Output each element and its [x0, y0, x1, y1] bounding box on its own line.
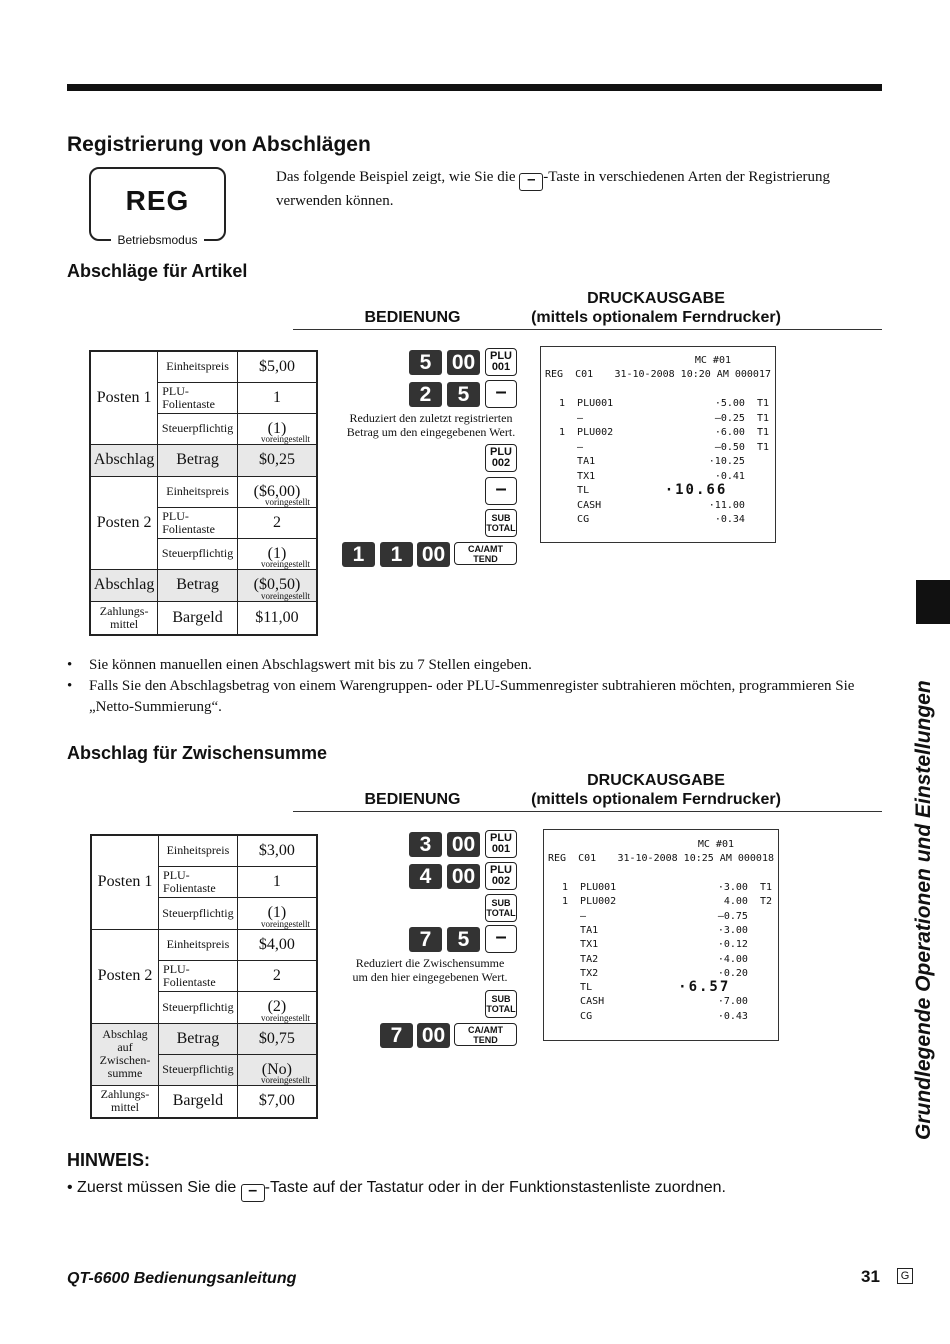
payment-label: Zahlungs- mittel — [90, 601, 158, 635]
plu-key-label: PLU- Folientaste — [159, 866, 238, 897]
key-note: Reduziert die Zwischensumme um den hier eingegebenen Wert. — [352, 956, 508, 984]
receipt-line — [544, 996, 778, 1010]
receipt-line-amount: –0.75 — [717, 910, 772, 922]
receipt-line-amount: ·0.12 — [717, 939, 772, 951]
receipt-datetime: 31-10-2008 10:20 AM 000017 — [614, 369, 771, 380]
receipt-line — [544, 1011, 778, 1025]
key-3: 3 — [409, 832, 442, 857]
item1-label: Posten 1 — [91, 835, 159, 929]
item2-label: Posten 2 — [90, 476, 158, 569]
hint-heading: HINWEIS: — [67, 1150, 150, 1170]
receipt-mode: REG C01 — [545, 369, 594, 380]
taxable-value — [237, 897, 317, 929]
bullet-list — [67, 655, 857, 718]
receipt-line-amount: ·6.00 T1 — [714, 427, 769, 438]
print-head-2: (mittels optionalem Ferndrucker) — [531, 791, 781, 808]
unit-price-label: Einheitspreis — [158, 351, 238, 382]
unit-price-value: $5,00 — [237, 351, 317, 382]
discount2-label: Abschlag — [90, 569, 158, 601]
key-1: 1 — [342, 542, 375, 567]
receipt-line-label: 1 PLU002 — [562, 896, 617, 908]
receipt-line-amount: –0.25 T1 — [714, 412, 769, 424]
receipt-line — [541, 514, 775, 528]
receipt-line-amount: ·4.00 — [717, 953, 772, 965]
section2-table — [90, 834, 318, 1119]
taxable-value — [237, 413, 317, 444]
taxable-value-text: (1) — [267, 904, 287, 921]
plu-key-label: PLU- Folientaste — [159, 960, 238, 991]
key-1: 1 — [380, 542, 413, 567]
cash-amt-tend-key: CA/AMT TEND — [454, 542, 517, 565]
discount1-value: $0,25 — [237, 444, 317, 476]
mode-box — [89, 167, 226, 247]
intro-before: Das folgende Beispiel zeigt, wie Sie die — [276, 169, 520, 185]
receipt-line-label: TX2 — [562, 967, 599, 979]
payment-value: $7,00 — [237, 1085, 317, 1118]
taxable-value-text: (No) — [261, 1060, 293, 1078]
receipt-line-label: TA1 — [559, 456, 596, 467]
key-00: 00 — [447, 832, 480, 857]
receipt-line — [544, 911, 778, 925]
key-7: 7 — [409, 927, 442, 952]
taxable-value-text: (1) — [267, 419, 287, 437]
receipt-line-label: – — [559, 441, 584, 453]
plu-key-label: PLU- Folientaste — [158, 382, 238, 413]
item1-label: Posten 1 — [90, 351, 158, 444]
receipt-line-label: TX1 — [562, 939, 599, 951]
taxable-value — [237, 538, 317, 569]
key-00: 00 — [417, 542, 450, 567]
mode-caption: Betriebsmodus — [111, 233, 204, 247]
key-00: 00 — [417, 1023, 450, 1048]
receipt-line-amount: ·3.00 T1 — [717, 882, 772, 893]
section1-table — [89, 350, 318, 636]
taxable-value-text: (2) — [267, 998, 287, 1015]
payment-label: Zahlungs- mittel — [91, 1085, 159, 1118]
page-title: Registrierung von Abschlägen — [67, 133, 371, 156]
taxable-label: Steuerpflichtig — [159, 991, 238, 1023]
receipt-line-amount: ·11.00 — [708, 499, 769, 511]
receipt-line-amount: ·0.20 — [717, 967, 772, 979]
plu-key-value: 1 — [237, 866, 317, 897]
receipt-line-amount: ·0.34 — [714, 514, 769, 525]
hint-before: • Zuerst müssen Sie die — [67, 1179, 241, 1196]
receipt-line — [544, 939, 778, 953]
receipt-line-amount: ·10.66 — [664, 482, 769, 498]
payment-type: Bargeld — [158, 601, 238, 635]
minus-key-icon: – — [519, 173, 543, 191]
receipt-line-label: TX1 — [559, 470, 596, 482]
plu-key-label: PLU- Folientaste — [158, 507, 238, 538]
receipt-line-amount: –0.50 T1 — [714, 441, 769, 453]
receipt-line-amount: ·5.00 T1 — [714, 398, 769, 409]
receipt-mode: REG C01 — [548, 853, 597, 864]
receipt-line — [541, 413, 775, 427]
cash-amt-tend-key: CA/AMT TEND — [454, 1023, 517, 1046]
key-2: 2 — [409, 382, 442, 407]
discount2-value-text: ($0,50) — [253, 576, 301, 593]
receipt-line — [541, 398, 775, 412]
unit-price-value-text: ($6,00) — [253, 482, 301, 500]
taxable-label: Steuerpflichtig — [159, 1054, 238, 1085]
receipt-line — [541, 500, 775, 514]
receipt-line-label: TL — [562, 982, 593, 994]
receipt-line — [544, 882, 778, 896]
section1-heading: Abschläge für Artikel — [67, 261, 248, 281]
preset-note: voreingestellt — [261, 558, 310, 569]
hint-text — [67, 1179, 726, 1202]
receipt-line — [541, 427, 775, 441]
receipt-line-label: TA2 — [562, 953, 599, 965]
print-head-2: (mittels optionalem Ferndrucker) — [531, 309, 781, 326]
receipt-line — [541, 482, 775, 499]
receipt-line-label: CG — [559, 514, 590, 525]
plu-001-key: PLU 001 — [485, 830, 517, 858]
receipt-line-amount: 4.00 T2 — [723, 896, 772, 908]
discount1-amount-label: Betrag — [158, 444, 238, 476]
key-note: Reduziert den zuletzt registrierten Betrag um den eingegebenen Wert. — [346, 411, 516, 439]
plu-002-key: PLU 002 — [485, 862, 517, 890]
unit-price-label: Einheitspreis — [158, 476, 238, 507]
receipt-line-amount: ·10.25 — [708, 456, 769, 467]
top-rule — [67, 84, 882, 91]
receipt-line-label: TL — [559, 485, 590, 496]
mode-label: REG — [125, 185, 190, 216]
receipt-line-label: – — [559, 412, 584, 424]
receipt-1 — [540, 346, 776, 543]
receipt-line-label: CASH — [562, 996, 605, 1008]
preset-note: voreingestellt — [261, 1012, 310, 1023]
preset-note: voreingestellt — [261, 590, 310, 601]
unit-price-value — [237, 476, 317, 507]
footer-manual: QT-6600 Bedienungsanleitung — [67, 1270, 297, 1287]
sidebar-chapter-title: Grundlegende Operationen und Einstellungen — [912, 680, 935, 1140]
subtotal-key: SUB TOTAL — [485, 990, 517, 1018]
preset-note: voreingestellt — [261, 918, 310, 929]
section2-operation-head: BEDIENUNG — [364, 791, 461, 808]
key-5: 5 — [447, 382, 480, 407]
taxable-value-text: (1) — [267, 544, 287, 562]
key-7: 7 — [380, 1023, 413, 1048]
unit-price-label: Einheitspreis — [159, 929, 238, 960]
receipt-machine: MC #01 — [697, 839, 734, 850]
receipt-line-amount: ·6.57 — [678, 979, 772, 996]
section2-print-head — [530, 771, 782, 809]
key-4: 4 — [409, 864, 442, 889]
discount-value: $0,75 — [237, 1023, 317, 1054]
plu-key-value: 2 — [237, 507, 317, 538]
minus-key: – — [485, 380, 517, 408]
receipt-line-label: 1 PLU002 — [559, 427, 614, 438]
intro-after: -Taste in verschiedenen Arten der Registrierung verwenden können. — [276, 169, 831, 209]
language-marker: G — [897, 1268, 913, 1284]
key-00: 00 — [447, 350, 480, 375]
key-5: 5 — [409, 350, 442, 375]
discount2-value — [237, 569, 317, 601]
subtotal-key: SUB TOTAL — [485, 894, 517, 922]
payment-value: $11,00 — [237, 601, 317, 635]
section2-rule — [293, 811, 882, 812]
section2-heading: Abschlag für Zwischensumme — [67, 743, 328, 763]
key-5: 5 — [447, 927, 480, 952]
unit-price-value: $4,00 — [237, 929, 317, 960]
receipt-line — [541, 442, 775, 456]
subtotal-key: SUB TOTAL — [485, 509, 517, 537]
receipt-line — [544, 896, 778, 910]
preset-note: voringestellt — [265, 496, 310, 507]
receipt-line-label: CASH — [559, 499, 602, 511]
plu-key-value: 1 — [237, 382, 317, 413]
receipt-datetime: 31-10-2008 10:25 AM 000018 — [617, 853, 774, 864]
receipt-line-amount: ·0.43 — [717, 1010, 772, 1022]
preset-note: voreingestellt — [261, 1074, 310, 1085]
bullet-item: • Sie können manuellen einen Abschlagswert mit bis zu 7 Stellen eingeben. — [67, 655, 857, 676]
minus-key-icon: – — [241, 1184, 265, 1202]
receipt-machine: MC #01 — [694, 355, 731, 366]
discount-amount-label: Betrag — [159, 1023, 238, 1054]
receipt-line-amount: ·3.00 — [717, 924, 772, 936]
receipt-line-amount: ·7.00 — [717, 996, 772, 1008]
receipt-line — [544, 979, 778, 996]
unit-price-value: $3,00 — [237, 835, 317, 866]
print-head-1: DRUCKAUSGABE — [587, 772, 725, 789]
receipt-line — [544, 925, 778, 939]
section1-rule — [293, 329, 882, 330]
discount2-amount-label: Betrag — [158, 569, 238, 601]
receipt-2 — [543, 829, 779, 1041]
section1-print-head — [530, 289, 782, 327]
subtotal-discount-label: Abschlag auf Zwischen- summe — [91, 1023, 159, 1085]
intro-text — [276, 167, 836, 212]
hint-after: -Taste auf der Tastatur oder in der Funktionstastenliste zuordnen. — [264, 1179, 726, 1196]
bullet-item: • Falls Sie den Abschlagsbetrag von einem Warengruppen- oder PLU-Summenregister subtrahieren möchten, programmieren Sie „Netto-Summierung“. — [67, 676, 857, 718]
taxable-label: Steuerpflichtig — [159, 897, 238, 929]
payment-type: Bargeld — [159, 1085, 238, 1118]
item2-label: Posten 2 — [91, 929, 159, 1023]
plu-002-key: PLU 002 — [485, 444, 517, 472]
page-number: 31 — [861, 1267, 880, 1286]
preset-note: voreingestellt — [261, 433, 310, 444]
plu-001-key: PLU 001 — [485, 348, 517, 376]
taxable-label: Steuerpflichtig — [158, 538, 238, 569]
receipt-line-label: 1 PLU001 — [562, 882, 617, 893]
minus-key: – — [485, 925, 517, 953]
receipt-line-label: CG — [562, 1010, 593, 1022]
receipt-line-amount: ·0.41 — [714, 470, 769, 482]
minus-key: – — [485, 477, 517, 505]
taxable-value — [237, 991, 317, 1023]
print-head-1: DRUCKAUSGABE — [587, 290, 725, 307]
receipt-line-label: – — [562, 910, 587, 922]
unit-price-label: Einheitspreis — [159, 835, 238, 866]
taxable-label: Steuerpflichtig — [158, 413, 238, 444]
section1-operation-head: BEDIENUNG — [364, 309, 461, 326]
key-00: 00 — [447, 864, 480, 889]
receipt-line-label: TA1 — [562, 924, 599, 936]
receipt-line — [541, 456, 775, 470]
discount1-label: Abschlag — [90, 444, 158, 476]
taxable-value — [237, 1054, 317, 1085]
sidebar-tab — [916, 580, 950, 624]
receipt-line-label: 1 PLU001 — [559, 398, 614, 409]
receipt-line — [544, 954, 778, 968]
plu-key-value: 2 — [237, 960, 317, 991]
